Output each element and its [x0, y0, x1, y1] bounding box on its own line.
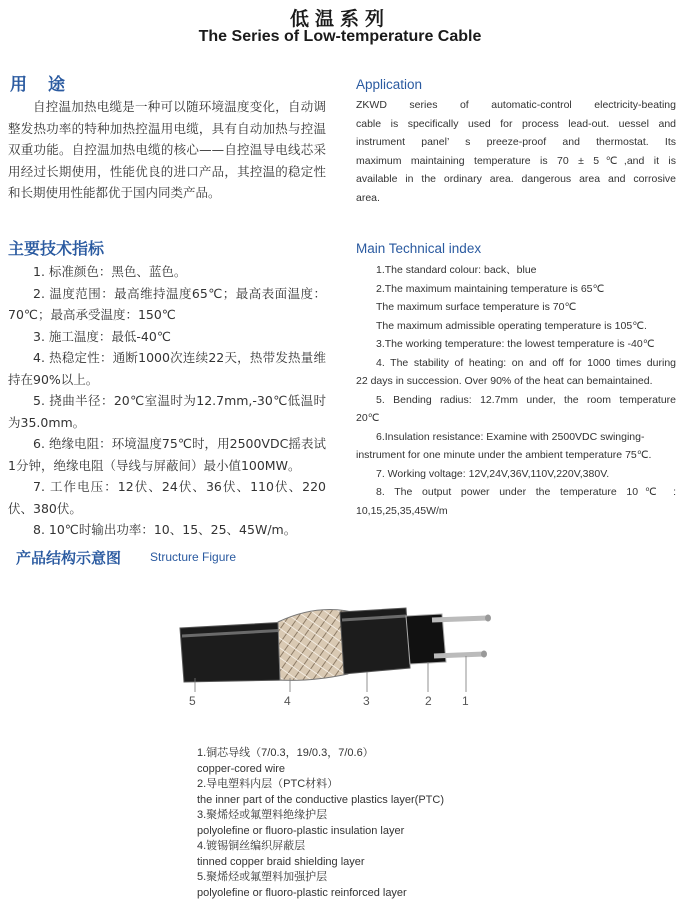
layer-number-3: 3 — [363, 694, 370, 708]
application-line: cable is specifically used for process lead-out. uessel and — [356, 117, 676, 130]
technical-line-en: 20℃ — [356, 412, 380, 424]
caption-line: copper-cored wire — [197, 762, 286, 775]
copper-wire-top — [432, 618, 488, 620]
copper-wire-top-end — [485, 615, 491, 622]
application-heading-en: Application — [356, 77, 423, 92]
technical-line-en: 2.The maximum maintaining temperature is 65℃ — [376, 282, 605, 295]
layer-number-2: 2 — [425, 694, 432, 708]
copper-wire-bottom-end — [481, 651, 487, 658]
copper-wire-bottom — [434, 654, 484, 656]
application-line: maximum maintaining temperature is 70 ± 5℃,and it is — [356, 154, 676, 167]
technical-line-en: The maximum admissible operating temperature is 105℃. — [376, 319, 647, 332]
layer-number-1: 1 — [462, 694, 469, 708]
technical-line-en: 6.Insulation resistance: Examine with 2500VDC swinging- — [376, 430, 645, 443]
technical-item-cn: 4. 热稳定性：通断1000次连续22天，热带发热量维持在90%以上。 — [8, 350, 326, 387]
technical-item-cn: 6. 绝缘电阻：环境温度75℃时，用2500VDC摇表试1分钟，绝缘电阻（导线与屏蔽间）最小值100MW。 — [8, 436, 326, 473]
technical-line-en: 22 days in succession. Over 90% of the heat can bemaintained. — [356, 375, 653, 387]
caption-line: 4.镀锡铜丝编织屏蔽层 — [197, 840, 306, 852]
caption-line: tinned copper braid shielding layer — [197, 855, 365, 868]
application-line: instrument panel’ s preeze-proof and thermostat. Its — [356, 136, 676, 148]
caption-line: polyolefine or fluoro-plastic insulation layer — [197, 824, 405, 837]
technical-item-cn: 2. 温度范围：最高维持温度65℃；最高表面温度：70℃；最高承受温度：150℃ — [8, 285, 326, 322]
technical-line-en: 1.The standard colour: back、blue — [376, 264, 537, 276]
technical-item-cn: 5. 挠曲半径：20℃室温时为12.7mm,-30℃低温时为35.0mm。 — [8, 393, 326, 430]
page-title-en: The Series of Low-temperature Cable — [198, 28, 482, 45]
caption-line: 2.导电塑料内层（PTC材料） — [197, 778, 339, 790]
technical-list-en — [356, 261, 676, 520]
technical-item-cn: 7. 工作电压：12伏、24伏、36伏、110伏、220伏、380伏。 — [8, 479, 326, 516]
structure-heading-en: Structure Figure — [150, 550, 237, 564]
layer-number-4: 4 — [284, 694, 291, 708]
technical-line-en: 7. Working voltage: 12V,24V,36V,110V,220V,380V. — [376, 467, 610, 480]
cable-structure-diagram — [170, 590, 510, 700]
caption-line: polyolefine or fluoro-plastic reinforced layer — [197, 886, 407, 899]
technical-list-cn — [8, 261, 326, 541]
structure-heading-cn: 产品结构示意图 — [16, 549, 122, 567]
technical-item-cn: 1. 标准颜色：黑色、蓝色。 — [33, 264, 187, 279]
technical-line-en: 10,15,25,35,45W/m — [356, 504, 448, 517]
application-line: ZKWD series of automatic-control electricity-beating — [356, 99, 676, 111]
structure-captions — [197, 746, 444, 901]
caption-line: the inner part of the conductive plastics layer(PTC) — [197, 793, 445, 806]
application-line: available in the ordinary area. dangerous area and corrosive — [356, 173, 676, 185]
technical-line-en: instrument for one minute under the ambient temperature 75℃. — [356, 449, 652, 461]
layer-number-5: 5 — [189, 694, 196, 708]
technical-heading-en: Main Technical index — [356, 241, 482, 256]
technical-line-en: 8. The output power under the temperature 10℃ : — [376, 486, 676, 498]
technical-item-cn: 8. 10℃时输出功率：10、15、25、45W/m。 — [33, 522, 297, 537]
technical-heading-cn: 主要技术指标 — [8, 239, 105, 258]
caption-line: 3.聚烯烃或氟塑料绝缘护层 — [197, 809, 328, 821]
technical-line-en: 3.The working temperature: the lowest temperature is -40℃ — [376, 338, 655, 350]
application-body-cn: 自控温加热电缆是一种可以随环境温度变化，自动调整发热功率的特种加热控温用电缆，具有自动加热与控温双重功能。自控温加热电缆的核心——自控温导电线芯采用经过长期使用，性能优良的进口产品，其控温的稳定性和长期使用性能都优于国内同类产品。 — [8, 99, 326, 200]
caption-line: 5.聚烯烃或氟塑料加强护层 — [197, 871, 328, 883]
application-heading-cn: 用 途 — [10, 75, 67, 95]
technical-item-cn: 3. 施工温度：最低-40℃ — [33, 328, 171, 344]
technical-line-en: 4. The stability of heating: on and off for 1000 times during — [376, 356, 676, 369]
page-title-cn: 低温系列 — [289, 8, 390, 30]
technical-line-en: The maximum surface temperature is 70℃ — [376, 301, 577, 313]
application-line: area. — [356, 191, 380, 204]
technical-line-en: 5. Bending radius: 12.7mm under, the room temperature — [376, 393, 676, 406]
application-body-en — [356, 96, 676, 207]
caption-line: 1.铜芯导线（7/0.3，19/0.3，7/0.6） — [197, 747, 374, 759]
